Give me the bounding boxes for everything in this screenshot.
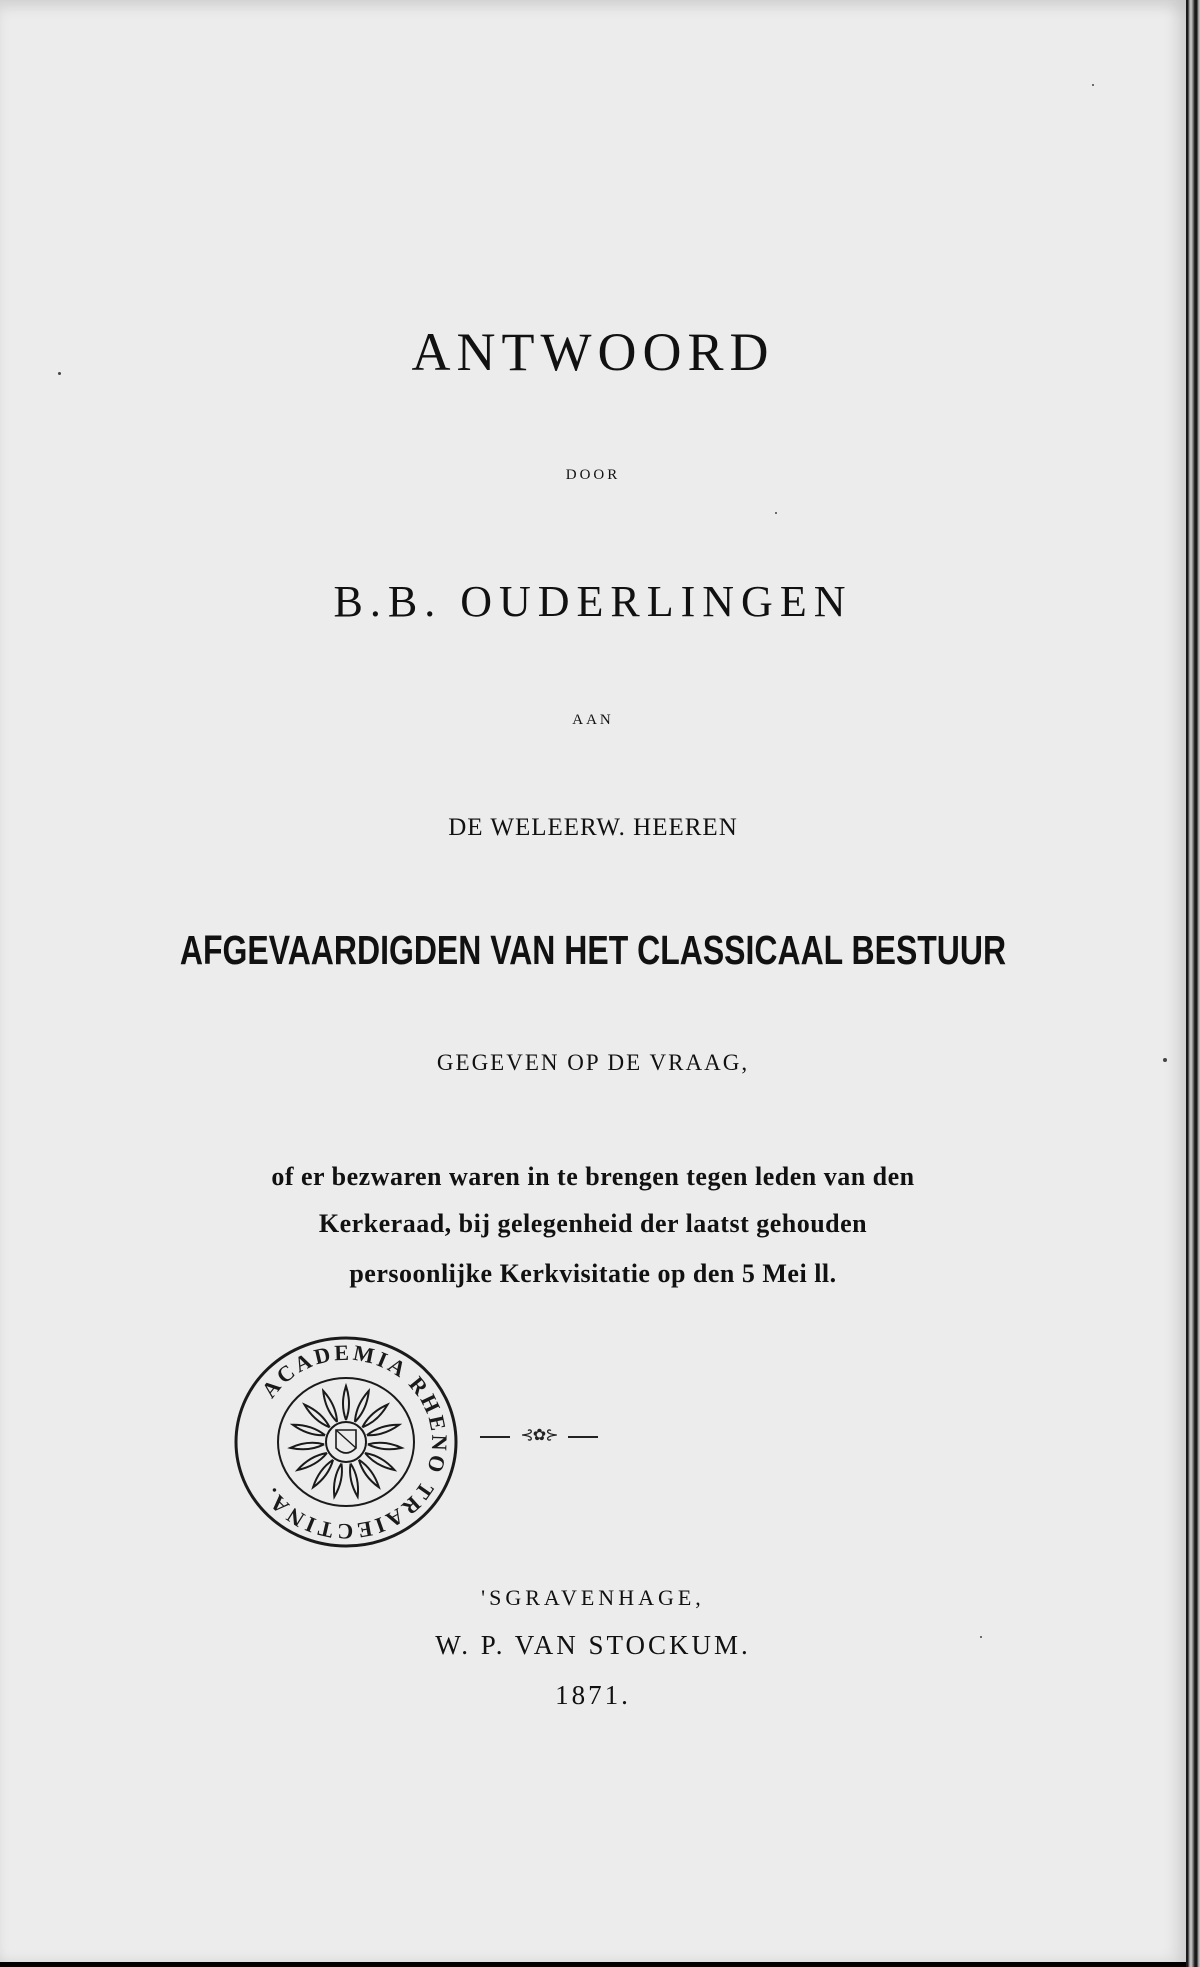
- imprint-publisher: W. P. VAN STOCKUM.: [435, 1630, 751, 1660]
- library-stamp: [232, 1332, 460, 1552]
- paper-speck: [1163, 1058, 1167, 1062]
- ornament-divider: [480, 1425, 598, 1445]
- by-line: DOOR: [565, 467, 621, 483]
- stamp-text: ACADEMIA RHENO TRAIECTINA.: [255, 1339, 453, 1545]
- ornament-flourish-icon: ⊰✿⊱: [520, 1425, 558, 1444]
- ornament-rule-right: [568, 1436, 598, 1438]
- sun-seal-icon: [290, 1386, 402, 1497]
- paper-speck: [775, 512, 777, 514]
- page-edge: [1186, 0, 1200, 1967]
- author: B.B. OUDERLINGEN: [333, 577, 853, 626]
- question-line-3: persoonlijke Kerkvisitatie op den 5 Mei ll.: [349, 1259, 837, 1288]
- to-line: AAN: [572, 712, 614, 728]
- svg-text:ACADEMIA RHENO TRAIECTINA.: [256, 1340, 452, 1544]
- question-line-2: Kerkeraad, bij gelegenheid der laatst gehouden: [318, 1209, 868, 1238]
- given-line: GEGEVEN OP DE VRAAG,: [436, 1050, 750, 1075]
- paper-speck: [58, 372, 61, 375]
- title: ANTWOORD: [411, 322, 775, 382]
- imprint-year: 1871.: [555, 1680, 631, 1710]
- imprint-city: 'SGRAVENHAGE,: [481, 1585, 705, 1610]
- question-line-1: of er bezwaren waren in te brengen tegen leden van den: [271, 1162, 915, 1191]
- addressee-line-1: DE WELEERW. HEEREN: [448, 814, 738, 841]
- ornament-rule-left: [480, 1436, 510, 1438]
- paper-speck: [1092, 84, 1094, 86]
- paper-speck: [980, 1636, 982, 1638]
- addressee-line-2: AFGEVAARDIGDEN VAN HET CLASSICAAL BESTUUR: [179, 927, 1007, 973]
